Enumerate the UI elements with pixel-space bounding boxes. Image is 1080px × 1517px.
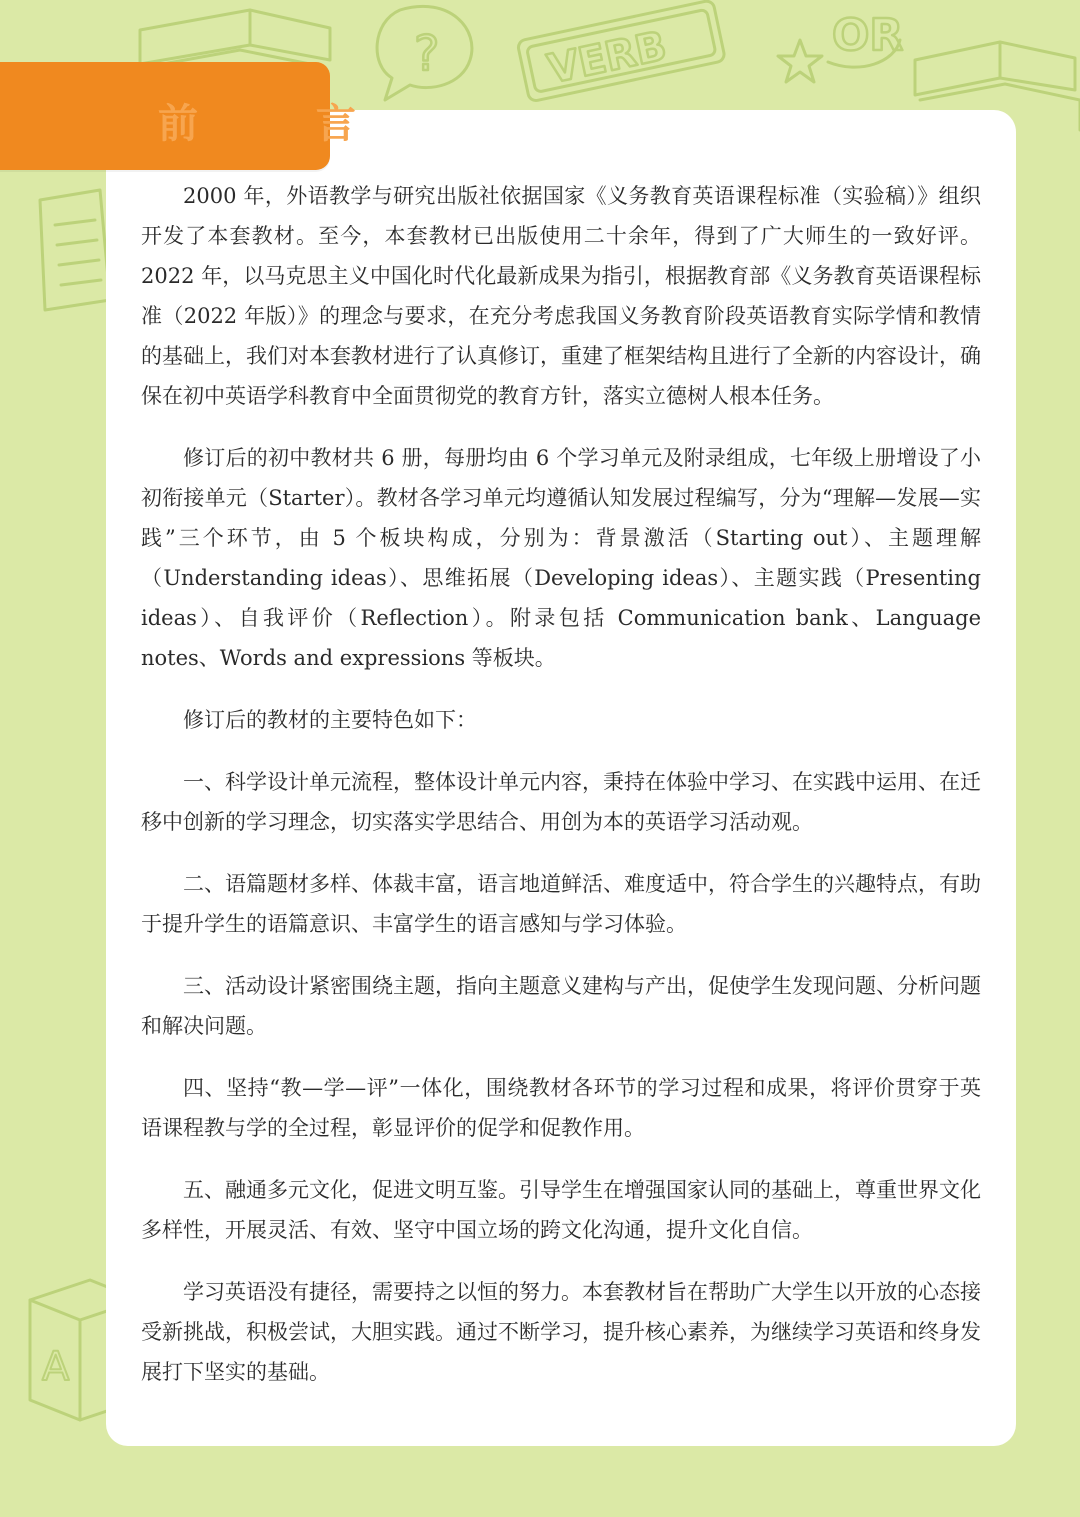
page-title: 前 言 <box>158 101 408 147</box>
notebook-doodle-icon <box>40 190 110 310</box>
paragraph-gap <box>141 842 981 864</box>
question-bubble-icon <box>377 6 472 100</box>
paragraph-gap <box>141 1046 981 1068</box>
paragraph-features-intro: 修订后的教材的主要特色如下： <box>183 708 477 732</box>
paragraph-feature-2: 二、语篇题材多样、体裁丰富，语言地道鲜活、难度适中，符合学生的兴趣特点，有助于提升学生的语篇意识、丰富学生的语言感知与学习体验。 <box>141 872 981 936</box>
paragraph-gap <box>141 1148 981 1170</box>
preface-body <box>141 176 981 1392</box>
paragraph-structure: 修订后的初中教材共 6 册，每册均由 6 个学习单元及附录组成，七年级上册增设了小初衔接单元（Starter）。教材各学习单元均遵循认知发展过程编写，分为“理解—发展—实践”三个环节，由 5 个板块构成，分别为：背景激活（Starting out）、主题理解（Understanding ideas）、思维拓展（Developing ideas）、主题实践（Presenting ideas）、自我评价（Reflection）。附录包括 Communication bank、Language notes、Words and expressions 等板块。 <box>141 446 981 670</box>
books-doodle-icon <box>130 10 330 70</box>
paragraph-gap <box>141 740 981 762</box>
paragraph-feature-1: 一、科学设计单元流程，整体设计单元内容，秉持在体验中学习、在实践中运用、在迁移中创新的学习理念，切实落实学思结合、用创为本的英语学习活动观。 <box>141 770 981 834</box>
or-bubble-icon <box>828 10 903 67</box>
paragraph-feature-3: 三、活动设计紧密围绕主题，指向主题意义建构与产出，促使学生发现问题、分析问题和解决问题。 <box>141 974 981 1038</box>
paragraph-gap <box>141 944 981 966</box>
star-doodle-icon <box>778 40 822 82</box>
or-bubble-text: OR <box>832 10 904 61</box>
paragraph-intro: 2000 年，外语教学与研究出版社依据国家《义务教育英语课程标准（实验稿）》组织开发了本套教材。至今，本套教材已出版使用二十余年，得到了广大师生的一致好评。2022 年，以马克思主义中国化时代化最新成果为指引，根据教育部《义务教育英语课程标准（2022 年版）》的理念与要求，在充分考虑我国义务教育阶段英语教育实际学情和教情的基础上，我们对本套教材进行了认真修订，重建了框架结构且进行了全新的内容设计，确保在初中英语学科教育中全面贯彻党的教育方针，落实立德树人根本任务。 <box>141 184 981 408</box>
paragraph-feature-4: 四、坚持“教—学—评”一体化，围绕教材各环节的学习过程和成果，将评价贯穿于英语课程教与学的全过程，彰显评价的促学和促教作用。 <box>141 1076 981 1140</box>
paragraph-gap <box>141 416 981 438</box>
verb-stamp-icon <box>517 0 726 102</box>
paragraph-gap <box>141 678 981 700</box>
verb-stamp-text: VERB <box>543 23 671 93</box>
paragraph-gap <box>141 1250 981 1272</box>
paragraph-closing: 学习英语没有捷径，需要持之以恒的努力。本套教材旨在帮助广大学生以开放的心态接受新挑战，积极尝试，大胆实践。通过不断学习，提升核心素养，为继续学习英语和终身发展打下坚实的基础。 <box>141 1280 981 1384</box>
paragraph-feature-5: 五、融通多元文化，促进文明互鉴。引导学生在增强国家认同的基础上，尊重世界文化多样性，开展灵活、有效、坚守中国立场的跨文化沟通，提升文化自信。 <box>141 1178 981 1242</box>
question-mark-text: ? <box>414 26 440 82</box>
letter-block-text: A <box>42 1344 70 1390</box>
